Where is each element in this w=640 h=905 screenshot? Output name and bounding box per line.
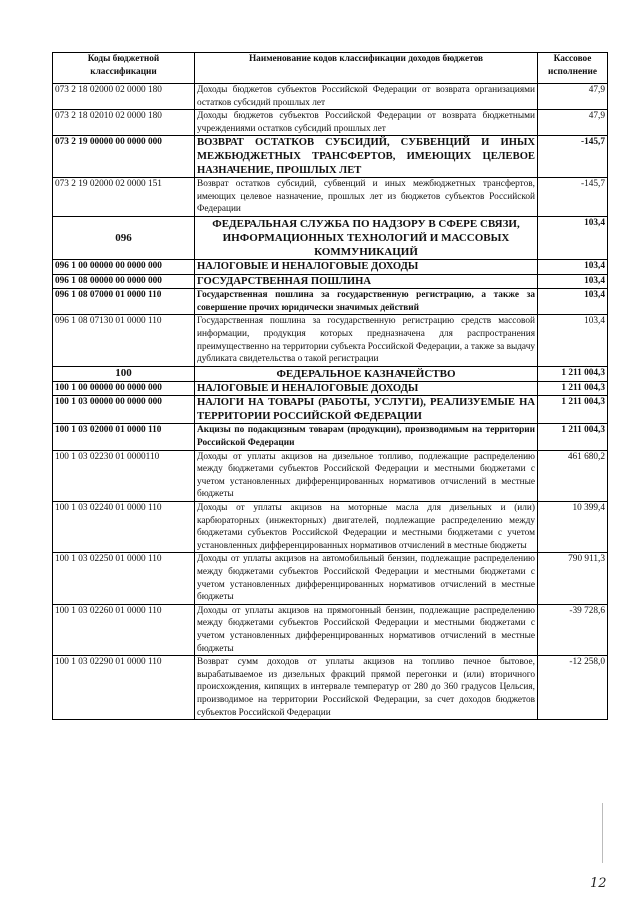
row-code: 100 1 03 02230 01 0000110 bbox=[53, 450, 195, 501]
table-row bbox=[53, 366, 608, 381]
row-name: НАЛОГОВЫЕ И НЕНАЛОГОВЫЕ ДОХОДЫ bbox=[195, 381, 538, 396]
table-row bbox=[53, 381, 608, 396]
header-amount: Кассовое исполнение bbox=[538, 53, 608, 84]
table-row bbox=[53, 450, 608, 501]
row-amount: -145,7 bbox=[538, 136, 608, 178]
margin-line bbox=[602, 803, 603, 863]
table-row bbox=[53, 502, 608, 553]
row-amount: 103,4 bbox=[538, 274, 608, 289]
row-amount: 461 680,2 bbox=[538, 450, 608, 501]
row-name: Государственная пошлина за государственную регистрацию, а также за совершение прочих юридически значимых действий bbox=[195, 289, 538, 315]
row-name: ГОСУДАРСТВЕННАЯ ПОШЛИНА bbox=[195, 274, 538, 289]
row-amount: 1 211 004,3 bbox=[538, 366, 608, 381]
row-name: Доходы от уплаты акцизов на прямогонный бензин, подлежащие распределению между бюджетами субъектов Российской Федерации и местными бюджетами с учетом установленных дифференцированных нормативов отчислений в местные бюджеты bbox=[195, 604, 538, 655]
table-row bbox=[53, 178, 608, 217]
table-row bbox=[53, 315, 608, 366]
row-name: Возврат сумм доходов от уплаты акцизов на топливо печное бытовое, вырабатываемое из дизельных фракций прямой перегонки и (или) вторичного происхождения, кипящих в интервале температур от 280 до 360 градусов Цельсия, производимое на территории Российской Федерации, за счет доходов бюджетов субъектов Российской Федерации bbox=[195, 656, 538, 720]
row-amount: 1 211 004,3 bbox=[538, 381, 608, 396]
row-name: Возврат остатков субсидий, субвенций и иных межбюджетных трансфертов, имеющих целевое назначение, прошлых лет из бюджетов субъектов Российской Федерации bbox=[195, 178, 538, 217]
table-body bbox=[53, 84, 608, 720]
budget-revenue-table bbox=[52, 52, 608, 720]
row-name: ВОЗВРАТ ОСТАТКОВ СУБСИДИЙ, СУБВЕНЦИЙ И ИНЫХ МЕЖБЮДЖЕТНЫХ ТРАНСФЕРТОВ, ИМЕЮЩИХ ЦЕЛЕВОЕ НАЗНАЧЕНИЕ, ПРОШЛЫХ ЛЕТ bbox=[195, 136, 538, 178]
row-amount: 1 211 004,3 bbox=[538, 396, 608, 424]
row-name: Доходы бюджетов субъектов Российской Федерации от возврата бюджетными учреждениями остатков субсидий прошлых лет bbox=[195, 110, 538, 136]
row-amount: 47,9 bbox=[538, 84, 608, 110]
row-amount: 790 911,3 bbox=[538, 553, 608, 604]
table-header-row bbox=[53, 53, 608, 84]
table-row bbox=[53, 396, 608, 424]
table-row bbox=[53, 656, 608, 720]
row-name: Доходы от уплаты акцизов на дизельное топливо, подлежащие распределению между бюджетами субъектов Российской Федерации и местными бюджетами с учетом установленных дифференцированных нормативов отчислений в местные бюджеты bbox=[195, 450, 538, 501]
row-name: Доходы от уплаты акцизов на моторные масла для дизельных и (или) карбюраторных (инжекторных) двигателей, подлежащие распределению между бюджетами субъектов Российской Федерации и местными бюджетами с учетом установленных дифференцированных нормативов отчислений в местные бюджеты bbox=[195, 502, 538, 553]
row-amount: 103,4 bbox=[538, 259, 608, 274]
row-amount: 103,4 bbox=[538, 289, 608, 315]
table-row bbox=[53, 110, 608, 136]
row-code: 073 2 18 02010 02 0000 180 bbox=[53, 110, 195, 136]
row-name: Акцизы по подакцизным товарам (продукции), производимым на территории Российской Федерации bbox=[195, 424, 538, 450]
table-row bbox=[53, 424, 608, 450]
table-row bbox=[53, 604, 608, 655]
table-row bbox=[53, 289, 608, 315]
header-code: Коды бюджетной классификации bbox=[53, 53, 195, 84]
row-code: 100 1 03 02250 01 0000 110 bbox=[53, 553, 195, 604]
table-row bbox=[53, 136, 608, 178]
row-amount: -145,7 bbox=[538, 178, 608, 217]
header-name: Наименование кодов классификации доходов бюджетов bbox=[195, 53, 538, 84]
row-code: 073 2 18 02000 02 0000 180 bbox=[53, 84, 195, 110]
row-code: 100 1 03 02290 01 0000 110 bbox=[53, 656, 195, 720]
row-amount: 103,4 bbox=[538, 216, 608, 259]
row-amount: 103,4 bbox=[538, 315, 608, 366]
row-name: НАЛОГОВЫЕ И НЕНАЛОГОВЫЕ ДОХОДЫ bbox=[195, 259, 538, 274]
row-code: 096 1 08 07130 01 0000 110 bbox=[53, 315, 195, 366]
table-row bbox=[53, 216, 608, 259]
row-code: 100 1 03 02240 01 0000 110 bbox=[53, 502, 195, 553]
row-amount: 10 399,4 bbox=[538, 502, 608, 553]
table-row bbox=[53, 274, 608, 289]
table-row bbox=[53, 84, 608, 110]
row-code: 100 1 03 02000 01 0000 110 bbox=[53, 424, 195, 450]
row-amount: 47,9 bbox=[538, 110, 608, 136]
row-code: 100 1 03 02260 01 0000 110 bbox=[53, 604, 195, 655]
row-name: ФЕДЕРАЛЬНОЕ КАЗНАЧЕЙСТВО bbox=[195, 366, 538, 381]
row-code: 096 1 08 07000 01 0000 110 bbox=[53, 289, 195, 315]
row-code: 073 2 19 02000 02 0000 151 bbox=[53, 178, 195, 217]
row-amount: -12 258,0 bbox=[538, 656, 608, 720]
row-name: Доходы от уплаты акцизов на автомобильный бензин, подлежащие распределению между бюджетами субъектов Российской Федерации и местными бюджетами с учетом установленных дифференцированных нормативов отчислений в местные бюджеты bbox=[195, 553, 538, 604]
table-row bbox=[53, 553, 608, 604]
page-number: 12 bbox=[590, 876, 607, 891]
row-code: 100 bbox=[53, 366, 195, 381]
row-amount: 1 211 004,3 bbox=[538, 424, 608, 450]
table-row bbox=[53, 259, 608, 274]
row-name: НАЛОГИ НА ТОВАРЫ (РАБОТЫ, УСЛУГИ), РЕАЛИЗУЕМЫЕ НА ТЕРРИТОРИИ РОССИЙСКОЙ ФЕДЕРАЦИИ bbox=[195, 396, 538, 424]
row-name: ФЕДЕРАЛЬНАЯ СЛУЖБА ПО НАДЗОРУ В СФЕРЕ СВЯЗИ, ИНФОРМАЦИОННЫХ ТЕХНОЛОГИЙ И МАССОВЫХ КОММУНИКАЦИЙ bbox=[195, 216, 538, 259]
row-code: 096 bbox=[53, 216, 195, 259]
row-code: 096 1 00 00000 00 0000 000 bbox=[53, 259, 195, 274]
row-code: 100 1 03 00000 00 0000 000 bbox=[53, 396, 195, 424]
row-name: Государственная пошлина за государственную регистрацию средств массовой информации, продукция которых предназначена для распространения преимущественно на территории субъекта Российской Федерации, а также за выдачу дубликата свидетельства о такой регистрации bbox=[195, 315, 538, 366]
row-name: Доходы бюджетов субъектов Российской Федерации от возврата организациями остатков субсидий прошлых лет bbox=[195, 84, 538, 110]
row-code: 100 1 00 00000 00 0000 000 bbox=[53, 381, 195, 396]
row-code: 096 1 08 00000 00 0000 000 bbox=[53, 274, 195, 289]
row-amount: -39 728,6 bbox=[538, 604, 608, 655]
row-code: 073 2 19 00000 00 0000 000 bbox=[53, 136, 195, 178]
